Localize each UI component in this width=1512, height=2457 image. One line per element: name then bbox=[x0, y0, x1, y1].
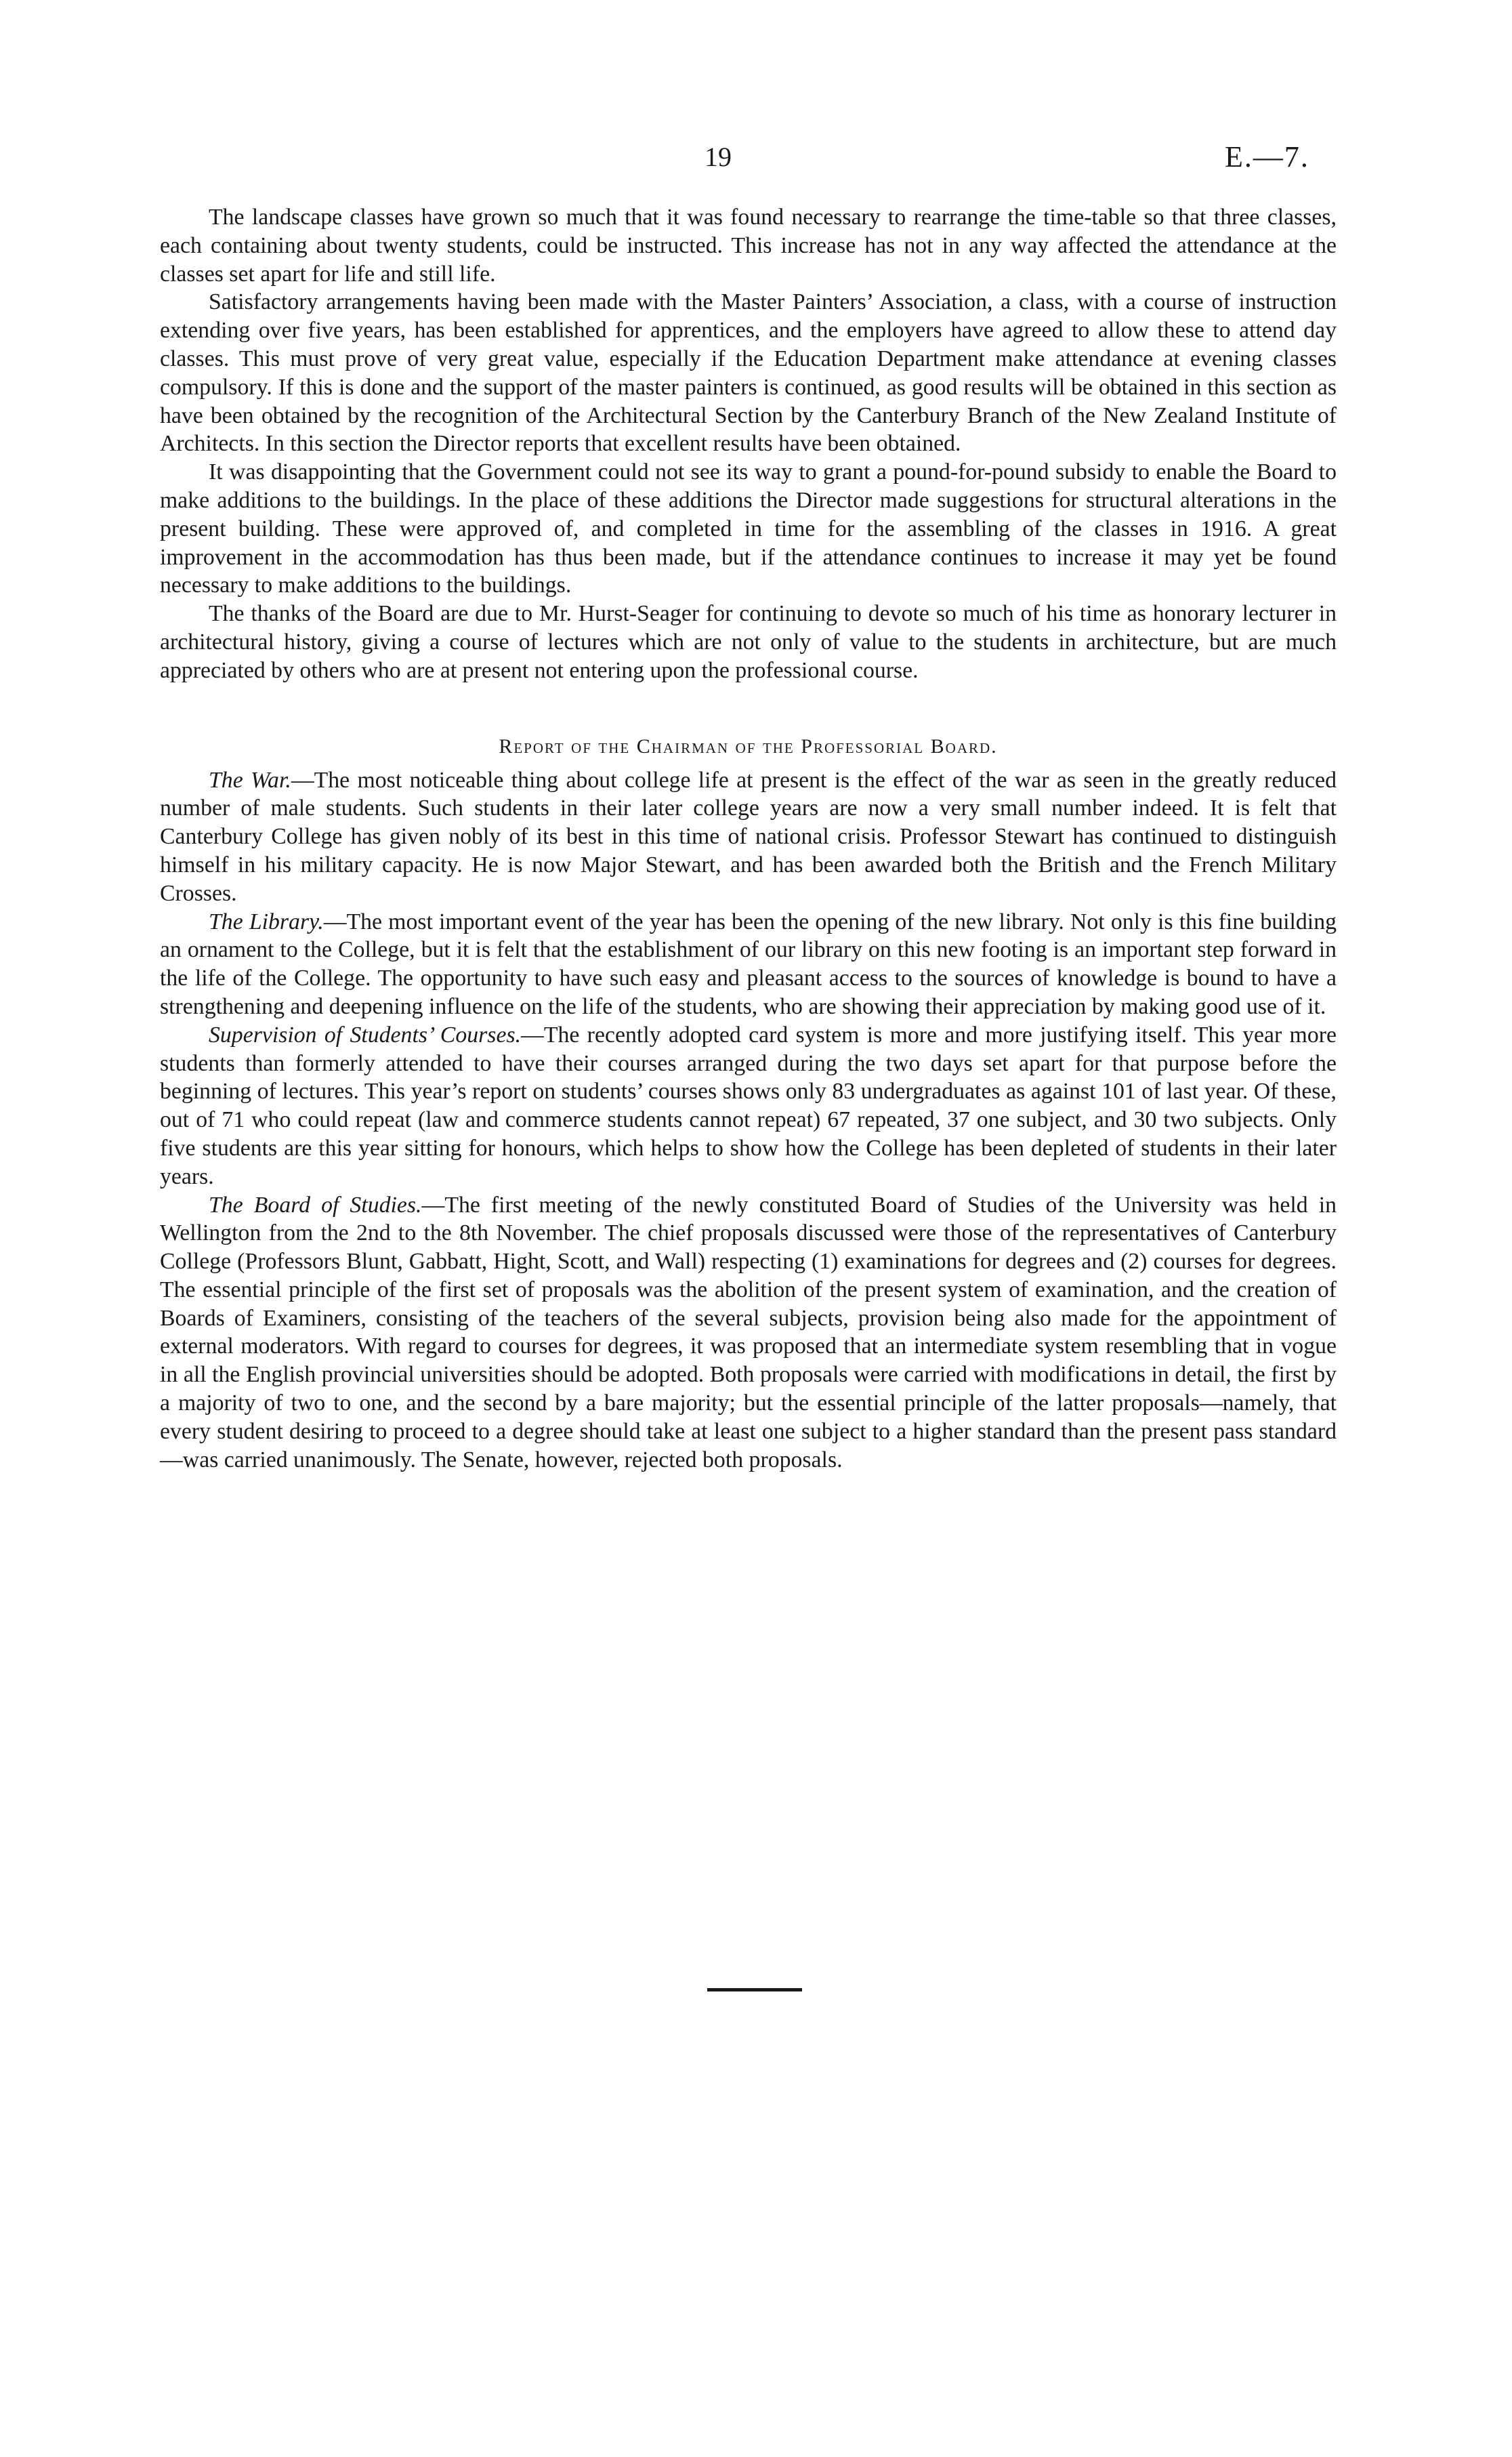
paragraph-text: —The most important event of the year has been the opening of the new library. Not only is this fine building an ornament to the College, but it is felt that the establishment of our library on this new footing is an important step forward in the life of the College. The opportunity to have such easy and pleasant access to the sources of knowledge is bound to have a strengthening and deepening influence on the life of the students, who are showing their appreciation by making good use of it. bbox=[160, 909, 1337, 1019]
document-reference: E.—7. bbox=[1225, 140, 1309, 173]
run-in-heading: The Board of Studies. bbox=[209, 1192, 422, 1218]
paragraph: It was disappointing that the Government could not see its way to grant a pound-for-pound subsidy to enable the Board to make additions to the buildings. In the place of these additions the Director made suggestions for structural alterations in the present building. These were approved of, and completed in time for the assembling of the classes in 1916. A great improvement in the accommodation has thus been made, but if the attendance continues to increase it may yet be found necessary to make additions to the buildings. bbox=[160, 459, 1337, 598]
paragraph: Satisfactory arrangements having been made with the Master Painters’ Association, a class, with a course of instruction extending over five years, has been established for apprentices, and the employers have agreed to allow these to attend day classes. This must prove of very great value, especially if the Education Department make attendance at evening classes compulsory. If this is done and the support of the master painters is continued, as good results will be obtained in this section as have been obtained by the recognition of the Architectural Section by the Canterbury Branch of the New Zealand Institute of Architects. In this section the Director reports that excellent results have been obtained. bbox=[160, 289, 1337, 457]
closing-rule bbox=[707, 1988, 802, 1991]
report-paragraph-supervision bbox=[160, 1021, 1337, 1191]
body-text bbox=[160, 203, 1337, 1474]
run-in-heading: The War. bbox=[209, 767, 291, 793]
report-paragraph-war bbox=[160, 766, 1337, 908]
paragraph-text: —The recently adopted card system is more and more justifying itself. This year more students than formerly attended to have their courses arranged during the two days set apart for that purpose before the beginning of lectures. This year’s report on students’ courses shows only 83 undergraduates as against 101 of last year. Of these, out of 71 who could repeat (law and commerce students cannot repeat) 67 repeated, 37 one subject, and 30 two subjects. Only five students are this year sitting for honours, which helps to show how the College has been depleted of students in their later years. bbox=[160, 1022, 1337, 1189]
report-paragraph-library bbox=[160, 908, 1337, 1021]
paragraph-text: —The most noticeable thing about college life at present is the effect of the war as seen in the greatly reduced number of male students. Such students in their later college years are now a very small number indeed. It is felt that Canterbury College has given nobly of its best in this time of national crisis. Professor Stewart has continued to distinguish himself in his military capacity. He is now Major Stewart, and has been awarded both the British and the French Military Crosses. bbox=[160, 767, 1337, 906]
report-paragraph-board-of-studies bbox=[160, 1191, 1337, 1474]
section-heading: Report of the Chairman of the Professorial Board. bbox=[499, 735, 998, 758]
page-number: 19 bbox=[705, 142, 732, 172]
run-in-heading: The Library. bbox=[209, 909, 324, 934]
run-in-heading: Supervision of Students’ Courses. bbox=[209, 1022, 522, 1048]
paragraph-text: —The first meeting of the newly constituted Board of Studies of the University was held in Wellington from the 2nd to the 8th November. The chief proposals discussed were those of the representatives of Canterbury College (Professors Blunt, Gabbatt, Hight, Scott, and Wall) respecting (1) examinations for degrees and (2) courses for degrees. The essential principle of the first set of proposals was the abolition of the present system of examination, and the creation of Boards of Examiners, consisting of the teachers of the several subjects, provision being also made for the appointment of external moderators. With regard to courses for degrees, it was proposed that an intermediate system resembling that in vogue in all the English provincial universities should be adopted. Both proposals were carried with modifications in detail, the first by a majority of two to one, and the second by a bare majority; but the essential principle of the latter proposals—namely, that every student desiring to proceed to a degree should take at least one subject to a higher standard than the present pass standard—was carried unanimously. The Senate, however, rejected both proposals. bbox=[160, 1192, 1337, 1472]
paragraph: The landscape classes have grown so much that it was found necessary to rearrange the time-table so that three classes, each containing about twenty students, could be instructed. This increase has not in any way affected the attendance at the classes set apart for life and still life. bbox=[160, 205, 1337, 287]
paragraph: The thanks of the Board are due to Mr. Hurst-Seager for continuing to devote so much of his time as honorary lecturer in architectural history, giving a course of lectures which are not only of value to the students in architecture, but are much appreciated by others who are at present not entering upon the professional course. bbox=[160, 601, 1337, 683]
